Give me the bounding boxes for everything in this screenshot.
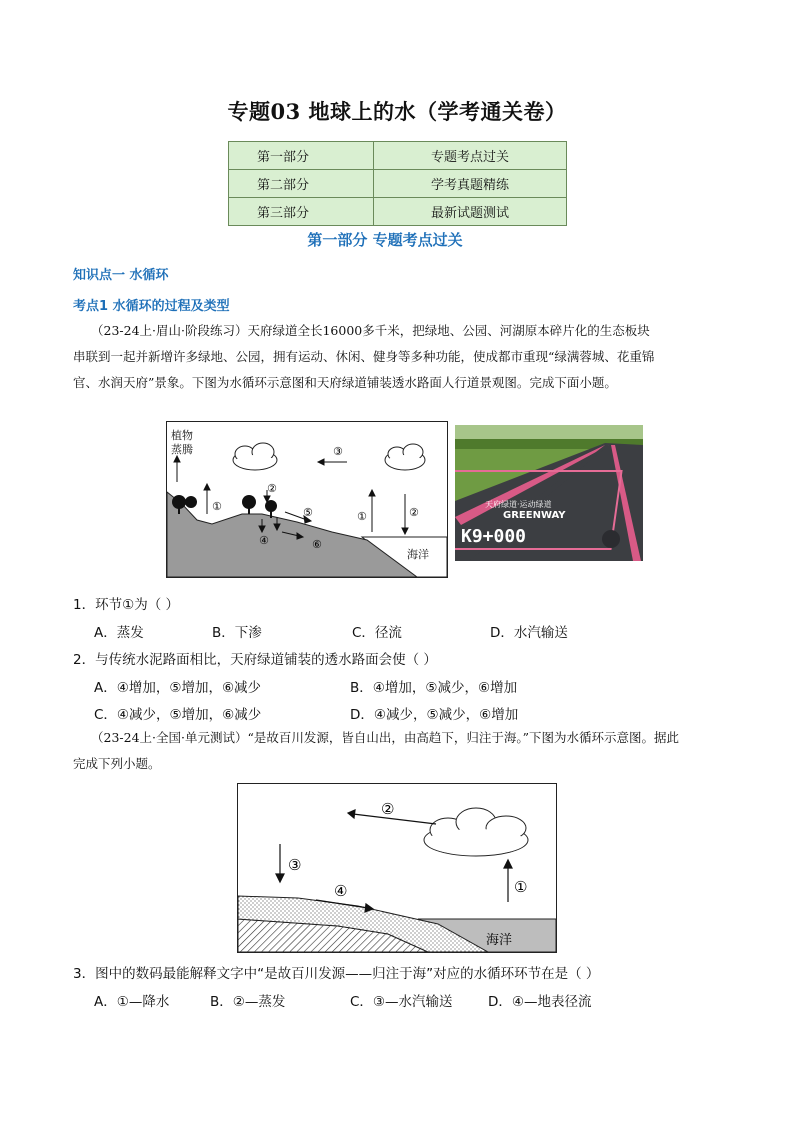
- toc-part: 第二部分: [229, 170, 374, 198]
- plant-label: 植物: [171, 429, 193, 442]
- marker-label: ②: [381, 800, 395, 818]
- plant-label: 蒸腾: [171, 443, 193, 456]
- option-a[interactable]: A．④增加，⑤增加，⑥减少: [94, 680, 262, 696]
- option-b[interactable]: B．下渗: [212, 625, 262, 641]
- passage-1: [73, 318, 723, 396]
- passage-2: [73, 725, 723, 777]
- part-heading: 第一部分 专题考点过关: [307, 231, 463, 249]
- page-title: 专题03 地球上的水（学考通关卷）: [227, 99, 567, 124]
- marker-label: ⑥: [312, 538, 322, 551]
- question-2-stem: 2．与传统水泥路面相比，天府绿道铺装的透水路面会使（ ）: [73, 652, 437, 668]
- passage-line: （23-24上·眉山·阶段练习）天府绿道全长16000多千米，把绿地、公园、河湖原本碎片化的生态板块: [91, 323, 650, 338]
- question-1-stem: 1．环节①为（ ）: [73, 597, 179, 613]
- option-b[interactable]: B．④增加，⑤减少，⑥增加: [350, 680, 518, 696]
- ocean-label: 海洋: [407, 548, 429, 561]
- passage-line: 完成下列小题。: [73, 756, 161, 771]
- toc-name: 学考真题精练: [374, 170, 567, 198]
- marker-label: ⑤: [303, 506, 313, 519]
- kaodian-heading: 考点1 水循环的过程及类型: [73, 299, 230, 314]
- option-d[interactable]: D．④—地表径流: [488, 994, 592, 1010]
- passage-line: （23-24上·全国·单元测试）“是故百川发源，皆自山出，由高趋下，归注于海。”下图为水循环示意图。据此: [91, 730, 680, 745]
- knowledge-point-heading: 知识点一 水循环: [73, 268, 169, 283]
- marker-label: ②: [409, 506, 419, 519]
- toc-part: 第一部分: [229, 142, 374, 170]
- cloud-icon: [424, 808, 528, 856]
- question-3-options: [94, 990, 654, 1010]
- question-1-options: [94, 621, 654, 641]
- question-2-options: [94, 676, 654, 696]
- road-text: 天府绿道·运动绿道: [485, 500, 552, 509]
- marker-label: ④: [259, 534, 269, 547]
- option-b[interactable]: B．②—蒸发: [210, 994, 286, 1010]
- toc-name: 专题考点过关: [374, 142, 567, 170]
- passage-line: 串联到一起并新增许多绿地、公园，拥有运动、休闲、健身等多种功能，使成都市重现“绿满蓉城、花重锦: [73, 349, 655, 364]
- toc-part: 第三部分: [229, 198, 374, 226]
- option-c[interactable]: C．径流: [352, 625, 402, 641]
- toc-row: [229, 142, 567, 170]
- water-cycle-diagram-2: [237, 783, 557, 953]
- question-3-stem: 3．图中的数码最能解释文字中“是故百川发源——归注于海”对应的水循环环节在是（ ）: [73, 966, 600, 982]
- marker-label: ①: [212, 500, 222, 513]
- option-a[interactable]: A．①—降水: [94, 994, 170, 1010]
- ocean-label: 海洋: [486, 933, 513, 948]
- toc-row: [229, 170, 567, 198]
- marker-label: ②: [267, 482, 277, 495]
- option-c[interactable]: C．③—水汽输送: [350, 994, 453, 1010]
- question-2-options: [94, 703, 654, 723]
- toc-row: [229, 198, 567, 226]
- passage-line: 官、水润天府”景象。下图为水循环示意图和天府绿道铺装透水路面人行道景观图。完成下面小题。: [73, 375, 617, 390]
- water-cycle-diagram-1: [166, 421, 448, 578]
- marker-label: ④: [334, 882, 348, 900]
- road-text: GREENWAY: [503, 510, 566, 521]
- road-text: K9+000: [461, 526, 527, 547]
- option-d[interactable]: D．④减少，⑤减少，⑥增加: [350, 707, 519, 723]
- option-a[interactable]: A．蒸发: [94, 625, 144, 641]
- marker-label: ③: [333, 445, 343, 458]
- greenway-road-photo: [455, 425, 643, 561]
- toc-name: 最新试题测试: [374, 198, 567, 226]
- option-c[interactable]: C．④减少，⑤增加，⑥减少: [94, 707, 262, 723]
- marker-label: ③: [288, 856, 302, 874]
- cloud-icon: [385, 444, 425, 470]
- marker-label: ①: [357, 510, 367, 523]
- option-d[interactable]: D．水汽输送: [490, 625, 568, 641]
- marker-label: ①: [514, 878, 528, 896]
- toc-table: [228, 141, 567, 226]
- cloud-icon: [233, 443, 277, 470]
